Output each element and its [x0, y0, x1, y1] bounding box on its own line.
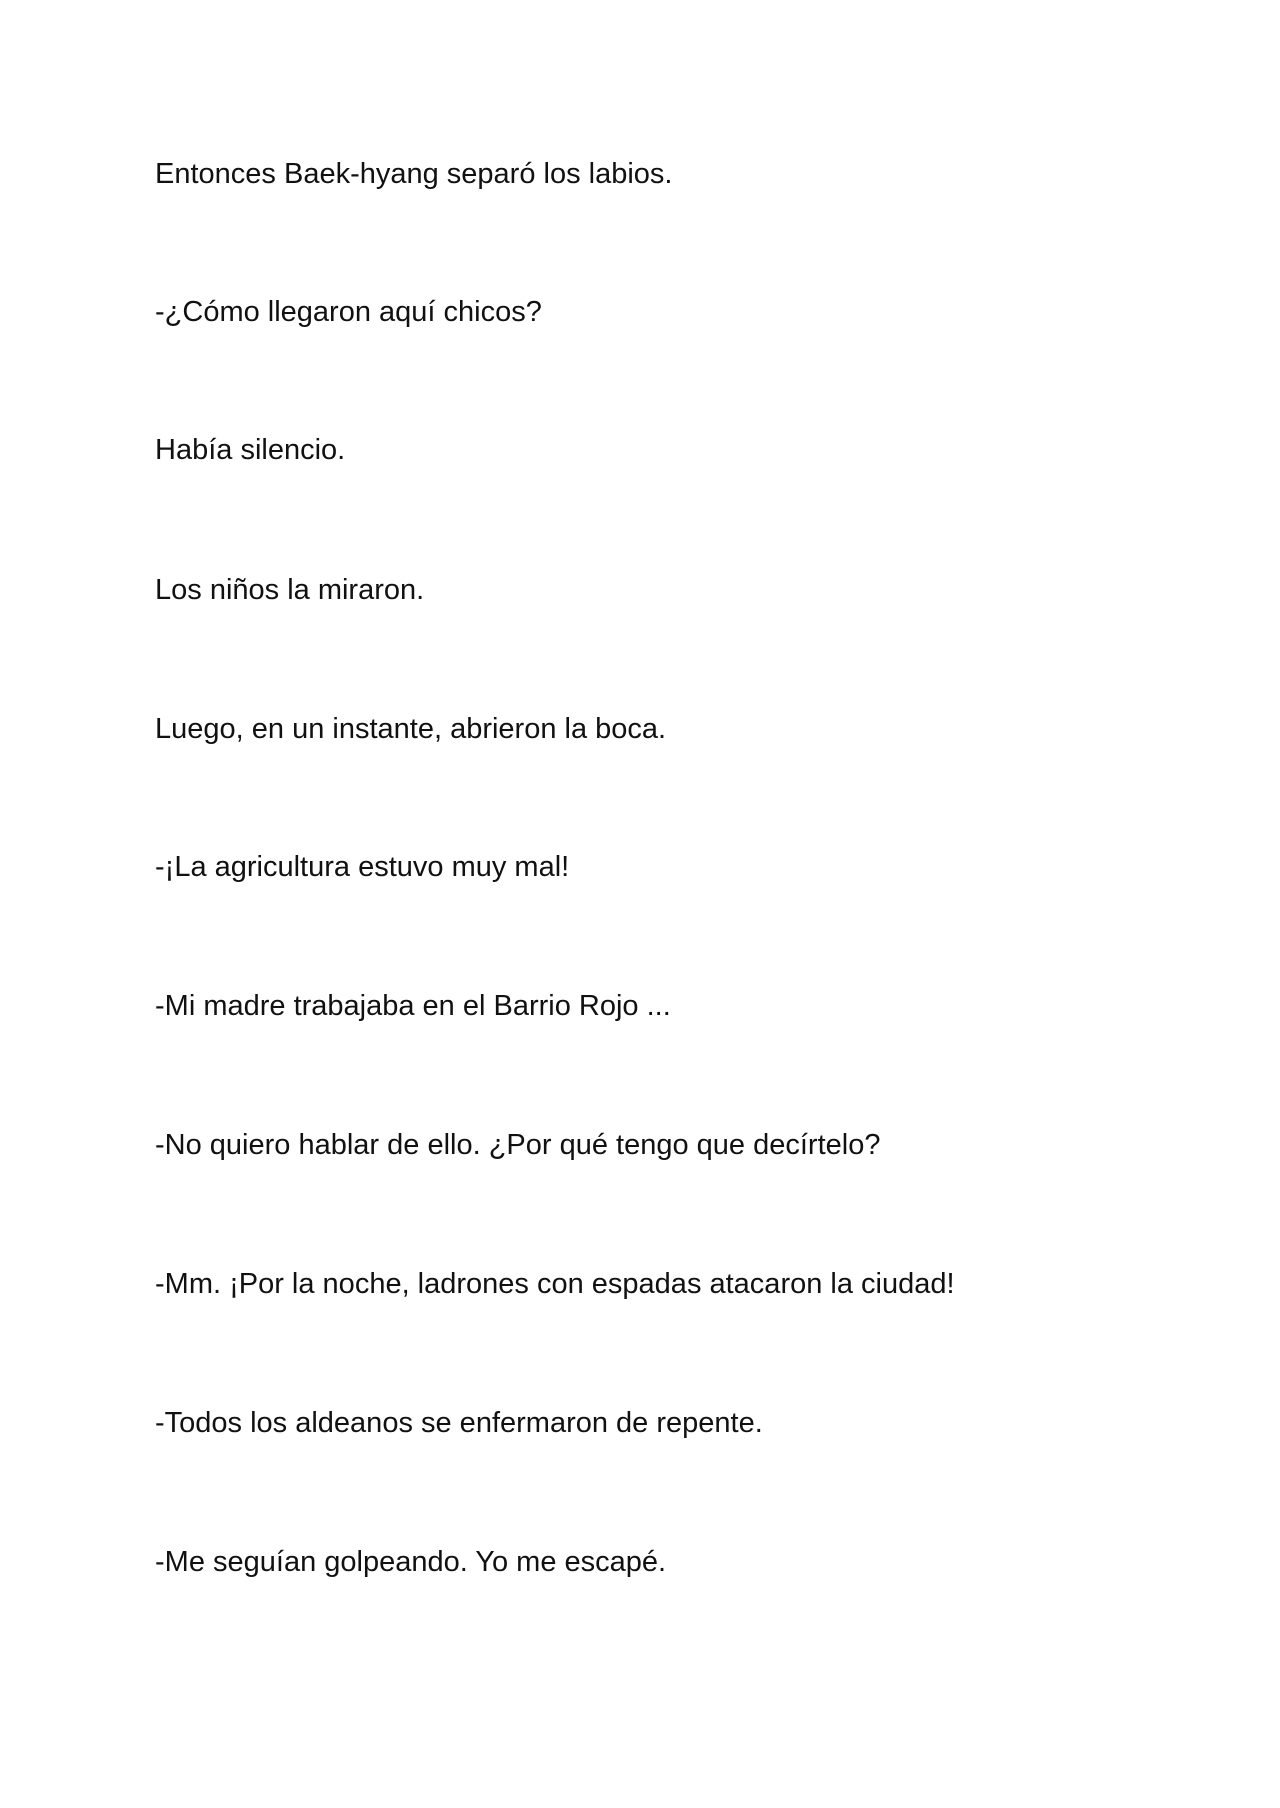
paragraph-children-looked: Los niños la miraron.	[155, 574, 425, 606]
paragraph-dont-want-to-talk: -No quiero hablar de ello. ¿Por qué tengo que decírtelo?	[155, 1129, 881, 1161]
paragraph-agriculture: -¡La agricultura estuvo muy mal!	[155, 851, 570, 883]
paragraph-silence: Había silencio.	[155, 434, 346, 466]
paragraph-opened-mouths: Luego, en un instante, abrieron la boca.	[155, 713, 667, 745]
paragraph-escaped: -Me seguían golpeando. Yo me escapé.	[155, 1546, 667, 1578]
paragraph-villagers-sick: -Todos los aldeanos se enfermaron de repente.	[155, 1407, 763, 1439]
paragraph-mother-red-district: -Mi madre trabajaba en el Barrio Rojo ...	[155, 990, 671, 1022]
paragraph-question-how-arrived: -¿Cómo llegaron aquí chicos?	[155, 296, 542, 328]
paragraph-narration-lips: Entonces Baek-hyang separó los labios.	[155, 158, 673, 190]
paragraph-thieves-attacked: -Mm. ¡Por la noche, ladrones con espadas atacaron la ciudad!	[155, 1268, 955, 1300]
